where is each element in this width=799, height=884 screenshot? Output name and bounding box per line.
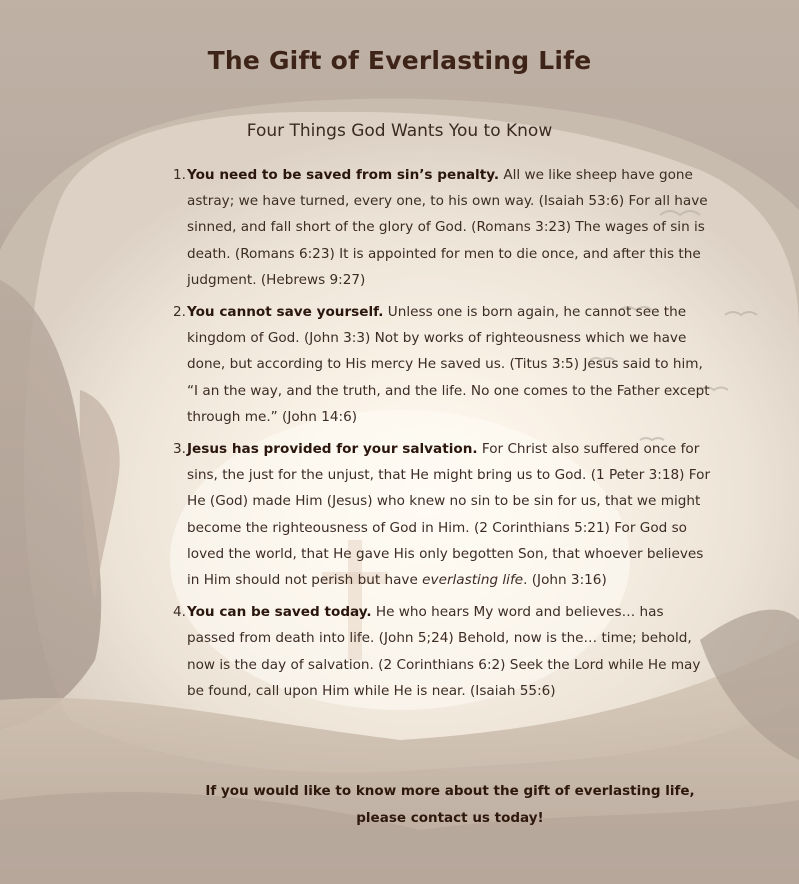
item-body: Unless one is born again, he cannot see the kingdom of God. (John 3:3) Not by works of righteousness which we have done, but according to His mercy He saved us. (Titus 3:5) Jesus said to him, “I an the way, and the truth, and the life. No one comes to the Father except through me.” (John 14:6) [187,304,710,425]
item-heading: You cannot save yourself. [187,304,384,321]
list-item [173,299,715,430]
list-item [173,162,715,293]
item-heading: You need to be saved from sin’s penalty. [187,167,499,183]
item-body: All we like sheep have gone astray; we have turned, every one, to his own way. (Isaiah 53:6) For all have sinned, and fall short of the glory of God. (Romans 3:23) The wages of sin is death. (Romans 6:23) It is appointed for men to die once, and after this the judgment. (Hebrews 9:27) [187,167,708,288]
closing-call-to-action: If you would like to know more about the gift of everlasting life, please contact us today! [205,783,695,826]
page-title: The Gift of Everlasting Life [207,46,592,75]
item-number: 4. [173,604,186,621]
item-number: 2. [173,304,186,321]
list-item [173,599,715,704]
item-heading: Jesus has provided for your salvation. [187,441,478,458]
item-number: 1. [173,167,186,183]
page-subtitle: Four Things God Wants You to Know [246,121,553,141]
item-number: 3. [173,441,186,458]
item-emphasis: everlasting life [422,572,524,589]
item-body: He who hears My word and believes… has passed from death into life. (John 5;24) Behold, now is the… time; behold, now is the day of salvation. (2 Corinthians 6:2) Seek the Lord while He may be found, call upon Him while He is near. (Isaiah 55:6) [187,604,701,699]
item-heading: You can be saved today. [187,604,372,621]
item-tail: . (John 3:16) [523,572,607,589]
item-body: For Christ also suffered once for sins, the just for the unjust, that He might bring us to God. (1 Peter 3:18) For He (God) made Him (Jesus) who knew no sin to be sin for us, that we might become the righteousness of God in Him. (2 Corinthians 5:21) For God so loved the world, that He gave His only begotten Son, that whoever believes in Him should not perish but have [187,441,711,589]
points-list [173,162,715,710]
list-item [173,436,715,593]
